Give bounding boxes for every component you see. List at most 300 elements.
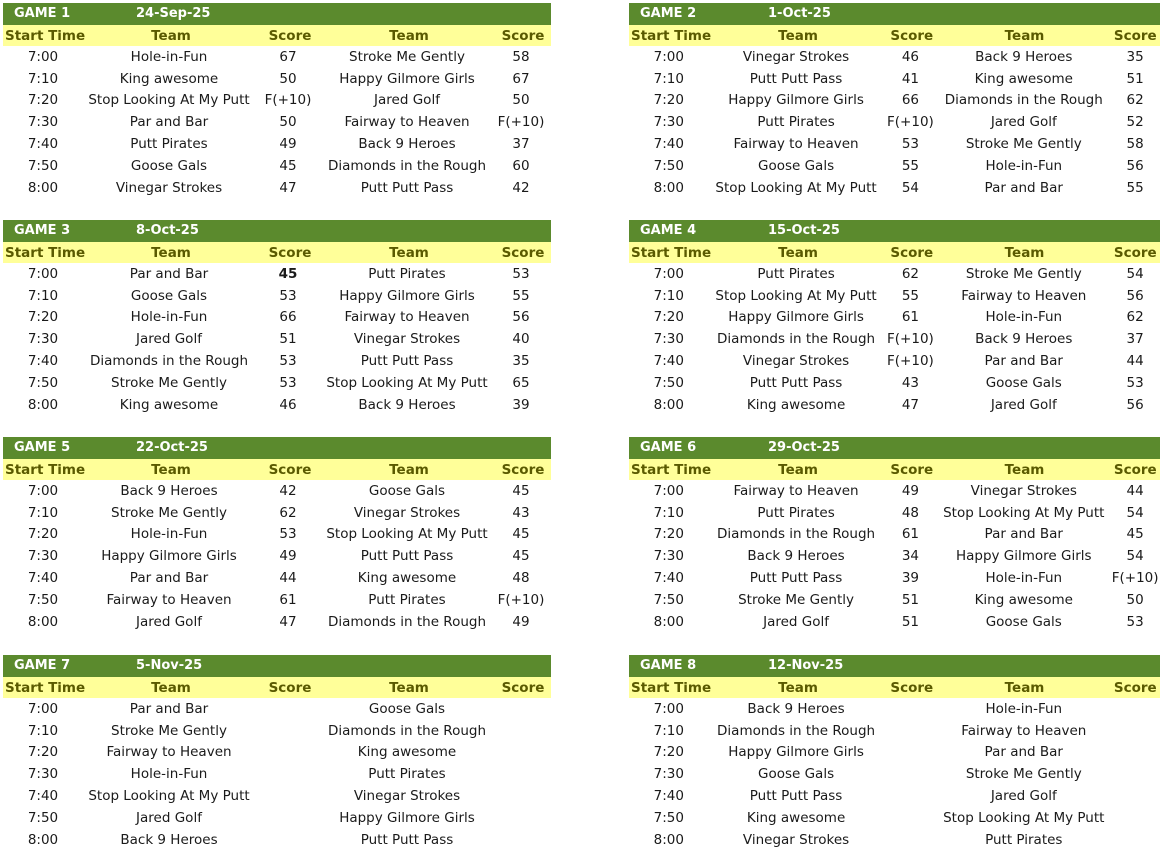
team-cell: Vinegar Strokes bbox=[742, 48, 850, 65]
header-row bbox=[629, 459, 1160, 480]
start-time-cell: 7:10 bbox=[27, 70, 59, 87]
start-time-cell: 7:50 bbox=[27, 374, 59, 391]
header-start-time: Start Time bbox=[5, 461, 86, 478]
table-row bbox=[629, 742, 1160, 764]
score-cell: F(+10) bbox=[887, 331, 934, 348]
team-cell: Putt Pirates bbox=[368, 766, 446, 783]
team-cell: Hole-in-Fun bbox=[985, 700, 1063, 717]
start-time-cell: 7:40 bbox=[27, 353, 59, 370]
team-cell: Fairway to Heaven bbox=[344, 309, 470, 326]
start-time-cell: 7:40 bbox=[653, 570, 684, 587]
table-row bbox=[3, 763, 551, 785]
table-row bbox=[3, 480, 551, 502]
team-cell: King awesome bbox=[974, 591, 1073, 608]
score-cell: 61 bbox=[901, 309, 919, 326]
team-cell: Diamonds in the Rough bbox=[717, 331, 876, 348]
header-start-time: Start Time bbox=[631, 461, 712, 478]
table-row bbox=[629, 567, 1160, 589]
table-row bbox=[3, 785, 551, 807]
team-cell: Par and Bar bbox=[984, 353, 1063, 370]
score-cell: 50 bbox=[279, 114, 297, 131]
score-cell: 54 bbox=[1126, 504, 1144, 521]
header-row bbox=[3, 242, 551, 263]
score-cell: 53 bbox=[279, 374, 297, 391]
table-row bbox=[629, 589, 1160, 611]
team-cell: Hole-in-Fun bbox=[985, 570, 1063, 587]
header-start-time: Start Time bbox=[631, 27, 712, 44]
score-cell: 43 bbox=[901, 374, 919, 391]
header-row bbox=[3, 459, 551, 480]
score-cell: 55 bbox=[512, 287, 530, 304]
header-score: Score bbox=[501, 244, 545, 261]
team-cell: Jared Golf bbox=[990, 114, 1057, 131]
start-time-cell: 7:10 bbox=[27, 287, 59, 304]
score-cell: 45 bbox=[512, 526, 530, 543]
header-start-time: Start Time bbox=[5, 679, 86, 696]
score-cell: 58 bbox=[512, 48, 530, 65]
team-cell: Stroke Me Gently bbox=[111, 374, 227, 391]
table-row bbox=[3, 133, 551, 155]
score-cell: 40 bbox=[512, 331, 530, 348]
game-date: 1-Oct-25 bbox=[768, 6, 831, 21]
score-cell: 45 bbox=[512, 548, 530, 565]
team-cell: Putt Pirates bbox=[368, 265, 446, 282]
score-cell: 35 bbox=[1126, 48, 1144, 65]
game-date: 8-Oct-25 bbox=[136, 223, 199, 238]
team-cell: Diamonds in the Rough bbox=[944, 92, 1103, 109]
header-team: Team bbox=[1004, 27, 1045, 44]
team-cell: Stop Looking At My Putt bbox=[326, 374, 488, 391]
start-time-cell: 7:20 bbox=[653, 744, 684, 761]
team-cell: Back 9 Heroes bbox=[747, 700, 845, 717]
table-row bbox=[3, 350, 551, 372]
game-block bbox=[3, 3, 551, 199]
header-score: Score bbox=[890, 461, 934, 478]
team-cell: Goose Gals bbox=[985, 613, 1062, 630]
start-time-cell: 7:50 bbox=[653, 157, 684, 174]
score-cell: 37 bbox=[1126, 331, 1144, 348]
start-time-cell: 7:20 bbox=[27, 309, 59, 326]
score-cell: 53 bbox=[279, 353, 297, 370]
team-cell: Happy Gilmore Girls bbox=[339, 70, 475, 87]
header-row bbox=[3, 677, 551, 698]
game-title-bar bbox=[629, 3, 1160, 25]
table-row bbox=[629, 611, 1160, 633]
team-cell: Putt Pirates bbox=[130, 136, 208, 153]
start-time-cell: 8:00 bbox=[27, 396, 59, 413]
header-score: Score bbox=[1113, 244, 1157, 261]
header-team: Team bbox=[778, 461, 818, 478]
table-row bbox=[629, 698, 1160, 720]
team-cell: Diamonds in the Rough bbox=[327, 157, 487, 174]
team-cell: King awesome bbox=[119, 70, 219, 87]
start-time-cell: 7:10 bbox=[653, 287, 684, 304]
start-time-cell: 7:30 bbox=[653, 331, 684, 348]
table-row bbox=[629, 502, 1160, 524]
team-cell: Fairway to Heaven bbox=[733, 136, 859, 153]
game-number: GAME 8 bbox=[640, 658, 697, 673]
game-block bbox=[629, 437, 1160, 633]
team-cell: Putt Putt Pass bbox=[749, 70, 843, 87]
header-team: Team bbox=[151, 679, 191, 696]
team-cell: Happy Gilmore Girls bbox=[101, 548, 237, 565]
start-time-cell: 7:00 bbox=[653, 265, 684, 282]
team-cell: Stroke Me Gently bbox=[111, 504, 227, 521]
start-time-cell: 7:30 bbox=[653, 548, 684, 565]
team-cell: Putt Pirates bbox=[757, 265, 835, 282]
header-score: Score bbox=[268, 461, 312, 478]
score-cell: 53 bbox=[279, 526, 297, 543]
team-cell: Hole-in-Fun bbox=[130, 766, 208, 783]
team-cell: Diamonds in the Rough bbox=[89, 353, 249, 370]
score-cell: 53 bbox=[512, 265, 530, 282]
header-team: Team bbox=[778, 244, 818, 261]
start-time-cell: 8:00 bbox=[27, 613, 59, 630]
table-row bbox=[629, 307, 1160, 329]
game-number: GAME 1 bbox=[14, 6, 71, 21]
header-score: Score bbox=[890, 244, 934, 261]
table-row bbox=[629, 328, 1160, 350]
table-row bbox=[3, 307, 551, 329]
header-row bbox=[3, 25, 551, 46]
table-row bbox=[3, 372, 551, 394]
score-cell: 50 bbox=[279, 70, 297, 87]
score-cell: 50 bbox=[512, 92, 530, 109]
header-start-time: Start Time bbox=[5, 27, 86, 44]
start-time-cell: 8:00 bbox=[653, 613, 684, 630]
game-block bbox=[3, 655, 551, 851]
score-cell: 54 bbox=[1126, 548, 1144, 565]
header-score: Score bbox=[501, 27, 545, 44]
score-cell: 46 bbox=[279, 396, 297, 413]
team-cell: Jared Golf bbox=[763, 613, 829, 630]
team-cell: Diamonds in the Rough bbox=[717, 526, 876, 543]
table-row bbox=[629, 545, 1160, 567]
game-date: 15-Oct-25 bbox=[768, 223, 840, 238]
table-row bbox=[629, 177, 1160, 199]
score-cell: 61 bbox=[901, 526, 919, 543]
team-cell: Stop Looking At My Putt bbox=[88, 788, 250, 805]
score-cell: F(+10) bbox=[1111, 570, 1159, 587]
start-time-cell: 7:20 bbox=[27, 92, 59, 109]
team-cell: Vinegar Strokes bbox=[353, 331, 461, 348]
header-team: Team bbox=[151, 461, 191, 478]
team-cell: Vinegar Strokes bbox=[970, 482, 1077, 499]
team-cell: Putt Pirates bbox=[985, 831, 1063, 848]
table-row bbox=[629, 829, 1160, 851]
score-cell: 62 bbox=[1126, 92, 1144, 109]
start-time-cell: 8:00 bbox=[653, 396, 684, 413]
start-time-cell: 7:30 bbox=[27, 114, 59, 131]
table-row bbox=[3, 698, 551, 720]
score-cell: 49 bbox=[512, 613, 530, 630]
score-cell: 61 bbox=[279, 591, 297, 608]
start-time-cell: 7:00 bbox=[27, 700, 59, 717]
team-cell: Goose Gals bbox=[130, 157, 208, 174]
team-cell: Fairway to Heaven bbox=[344, 114, 470, 131]
score-cell: 54 bbox=[901, 179, 919, 196]
table-row bbox=[629, 46, 1160, 68]
table-row bbox=[3, 567, 551, 589]
score-cell: 62 bbox=[901, 265, 919, 282]
team-cell: Jared Golf bbox=[136, 613, 202, 630]
table-row bbox=[3, 589, 551, 611]
start-time-cell: 7:10 bbox=[653, 70, 684, 87]
team-cell: Fairway to Heaven bbox=[106, 591, 232, 608]
score-cell: 47 bbox=[279, 179, 297, 196]
game-number: GAME 2 bbox=[640, 6, 697, 21]
score-cell: 44 bbox=[279, 570, 297, 587]
score-cell: 39 bbox=[512, 396, 530, 413]
header-team: Team bbox=[151, 244, 191, 261]
team-cell: Putt Putt Pass bbox=[360, 179, 454, 196]
header-score: Score bbox=[268, 679, 312, 696]
game-title-bar bbox=[3, 3, 551, 25]
header-score: Score bbox=[1113, 27, 1157, 44]
table-row bbox=[629, 524, 1160, 546]
team-cell: Happy Gilmore Girls bbox=[728, 744, 864, 761]
team-cell: Fairway to Heaven bbox=[961, 722, 1087, 739]
start-time-cell: 8:00 bbox=[653, 831, 684, 848]
team-cell: Putt Pirates bbox=[757, 504, 835, 521]
game-block bbox=[3, 437, 551, 633]
score-cell: 56 bbox=[512, 309, 530, 326]
score-cell: 56 bbox=[1126, 287, 1144, 304]
header-score: Score bbox=[1113, 679, 1157, 696]
header-start-time: Start Time bbox=[631, 679, 712, 696]
team-cell: Goose Gals bbox=[368, 482, 446, 499]
start-time-cell: 7:30 bbox=[653, 766, 684, 783]
score-cell: 49 bbox=[279, 136, 297, 153]
score-cell: 53 bbox=[901, 136, 919, 153]
team-cell: Goose Gals bbox=[757, 766, 835, 783]
table-row bbox=[3, 524, 551, 546]
game-date: 22-Oct-25 bbox=[136, 440, 208, 455]
table-row bbox=[3, 720, 551, 742]
score-cell: 62 bbox=[1126, 309, 1144, 326]
table-row bbox=[629, 394, 1160, 416]
table-row bbox=[3, 46, 551, 68]
header-score: Score bbox=[501, 461, 545, 478]
score-cell: 42 bbox=[279, 482, 297, 499]
team-cell: Fairway to Heaven bbox=[106, 744, 232, 761]
table-row bbox=[3, 742, 551, 764]
team-cell: Hole-in-Fun bbox=[130, 309, 208, 326]
start-time-cell: 7:10 bbox=[27, 722, 59, 739]
team-cell: Stroke Me Gently bbox=[965, 766, 1082, 783]
start-time-cell: 8:00 bbox=[653, 179, 684, 196]
team-cell: Stop Looking At My Putt bbox=[715, 287, 877, 304]
score-cell: 35 bbox=[512, 353, 530, 370]
game-block bbox=[629, 3, 1160, 199]
start-time-cell: 7:50 bbox=[653, 809, 684, 826]
table-row bbox=[3, 177, 551, 199]
score-cell: F(+10) bbox=[497, 591, 545, 608]
header-row bbox=[629, 677, 1160, 698]
table-row bbox=[629, 763, 1160, 785]
team-cell: Vinegar Strokes bbox=[742, 831, 850, 848]
start-time-cell: 7:40 bbox=[653, 353, 684, 370]
score-cell: 55 bbox=[1126, 179, 1144, 196]
game-date: 29-Oct-25 bbox=[768, 440, 840, 455]
score-cell: F(+10) bbox=[497, 114, 545, 131]
team-cell: Happy Gilmore Girls bbox=[339, 809, 475, 826]
score-cell: 47 bbox=[279, 613, 297, 630]
start-time-cell: 7:20 bbox=[653, 526, 684, 543]
score-cell: 51 bbox=[901, 591, 919, 608]
start-time-cell: 7:10 bbox=[27, 504, 59, 521]
start-time-cell: 7:40 bbox=[653, 788, 684, 805]
start-time-cell: 7:40 bbox=[27, 788, 59, 805]
game-block bbox=[629, 220, 1160, 416]
table-row bbox=[3, 263, 551, 285]
team-cell: Stroke Me Gently bbox=[738, 591, 855, 608]
team-cell: Happy Gilmore Girls bbox=[339, 287, 475, 304]
table-row bbox=[3, 502, 551, 524]
start-time-cell: 7:20 bbox=[27, 744, 59, 761]
start-time-cell: 7:50 bbox=[653, 591, 684, 608]
team-cell: Par and Bar bbox=[129, 700, 209, 717]
team-cell: Happy Gilmore Girls bbox=[955, 548, 1092, 565]
score-cell: F(+10) bbox=[264, 92, 312, 109]
team-cell: Stop Looking At My Putt bbox=[326, 526, 488, 543]
score-cell: 51 bbox=[901, 613, 919, 630]
table-row bbox=[629, 807, 1160, 829]
team-cell: Goose Gals bbox=[368, 700, 446, 717]
team-cell: Back 9 Heroes bbox=[747, 548, 845, 565]
table-row bbox=[3, 155, 551, 177]
team-cell: Putt Pirates bbox=[368, 591, 446, 608]
table-row bbox=[629, 90, 1160, 112]
table-row bbox=[629, 480, 1160, 502]
score-cell: 58 bbox=[1126, 136, 1144, 153]
header-team: Team bbox=[151, 27, 191, 44]
table-row bbox=[629, 350, 1160, 372]
score-cell: F(+10) bbox=[887, 353, 934, 370]
score-cell: 55 bbox=[901, 287, 919, 304]
header-row bbox=[629, 242, 1160, 263]
team-cell: Fairway to Heaven bbox=[733, 482, 859, 499]
team-cell: Jared Golf bbox=[136, 809, 202, 826]
score-cell: 53 bbox=[1126, 613, 1144, 630]
table-row bbox=[3, 611, 551, 633]
header-score: Score bbox=[890, 27, 934, 44]
start-time-cell: 7:20 bbox=[653, 92, 684, 109]
team-cell: Stop Looking At My Putt bbox=[943, 809, 1105, 826]
team-cell: King awesome bbox=[357, 570, 457, 587]
team-cell: King awesome bbox=[746, 809, 846, 826]
score-cell: 66 bbox=[901, 92, 919, 109]
table-row bbox=[629, 372, 1160, 394]
header-row bbox=[629, 25, 1160, 46]
table-row bbox=[3, 545, 551, 567]
score-cell: 43 bbox=[512, 504, 530, 521]
team-cell: Par and Bar bbox=[984, 744, 1063, 761]
team-cell: Back 9 Heroes bbox=[120, 831, 218, 848]
start-time-cell: 7:00 bbox=[653, 48, 684, 65]
header-start-time: Start Time bbox=[631, 244, 712, 261]
table-row bbox=[3, 807, 551, 829]
game-number: GAME 7 bbox=[14, 658, 71, 673]
team-cell: Goose Gals bbox=[985, 374, 1062, 391]
table-row bbox=[629, 155, 1160, 177]
team-cell: Back 9 Heroes bbox=[975, 48, 1073, 65]
team-cell: Back 9 Heroes bbox=[120, 482, 218, 499]
start-time-cell: 8:00 bbox=[27, 179, 59, 196]
team-cell: King awesome bbox=[357, 744, 457, 761]
team-cell: Jared Golf bbox=[136, 331, 202, 348]
table-row bbox=[629, 133, 1160, 155]
team-cell: Back 9 Heroes bbox=[358, 136, 456, 153]
table-row bbox=[3, 68, 551, 90]
score-cell: 44 bbox=[1126, 353, 1144, 370]
header-team: Team bbox=[389, 27, 429, 44]
team-cell: Stop Looking At My Putt bbox=[943, 504, 1105, 521]
start-time-cell: 7:50 bbox=[653, 374, 684, 391]
score-cell: 66 bbox=[279, 309, 297, 326]
score-cell: 53 bbox=[279, 287, 297, 304]
team-cell: Putt Putt Pass bbox=[749, 374, 843, 391]
start-time-cell: 7:00 bbox=[27, 265, 59, 282]
team-cell: Par and Bar bbox=[129, 570, 209, 587]
score-cell: 45 bbox=[512, 482, 530, 499]
start-time-cell: 7:10 bbox=[653, 504, 684, 521]
score-cell: 50 bbox=[1126, 591, 1144, 608]
team-cell: Par and Bar bbox=[129, 114, 209, 131]
team-cell: Putt Pirates bbox=[757, 114, 835, 131]
score-cell: 46 bbox=[901, 48, 919, 65]
team-cell: Stop Looking At My Putt bbox=[88, 92, 250, 109]
game-number: GAME 5 bbox=[14, 440, 71, 455]
game-number: GAME 4 bbox=[640, 223, 697, 238]
score-cell: 53 bbox=[1126, 374, 1144, 391]
game-date: 12-Nov-25 bbox=[768, 658, 844, 673]
team-cell: Vinegar Strokes bbox=[353, 788, 461, 805]
team-cell: Par and Bar bbox=[984, 526, 1063, 543]
team-cell: Diamonds in the Rough bbox=[327, 722, 487, 739]
score-cell: 51 bbox=[1126, 70, 1144, 87]
game-title-bar bbox=[629, 655, 1160, 677]
score-cell: 65 bbox=[512, 374, 530, 391]
start-time-cell: 7:30 bbox=[653, 114, 684, 131]
header-team: Team bbox=[389, 679, 429, 696]
score-cell: 45 bbox=[278, 265, 298, 282]
start-time-cell: 7:10 bbox=[653, 722, 684, 739]
start-time-cell: 7:20 bbox=[653, 309, 684, 326]
team-cell: Goose Gals bbox=[130, 287, 208, 304]
score-cell: 42 bbox=[512, 179, 530, 196]
team-cell: Par and Bar bbox=[129, 265, 209, 282]
team-cell: King awesome bbox=[119, 396, 219, 413]
score-cell: 55 bbox=[901, 157, 919, 174]
score-cell: 45 bbox=[279, 157, 297, 174]
team-cell: Stroke Me Gently bbox=[965, 136, 1082, 153]
team-cell: Diamonds in the Rough bbox=[327, 613, 487, 630]
score-cell: 34 bbox=[901, 548, 919, 565]
team-cell: Fairway to Heaven bbox=[961, 287, 1087, 304]
team-cell: Jared Golf bbox=[990, 788, 1057, 805]
header-team: Team bbox=[389, 461, 429, 478]
table-row bbox=[629, 285, 1160, 307]
team-cell: Stroke Me Gently bbox=[349, 48, 465, 65]
team-cell: Vinegar Strokes bbox=[742, 353, 850, 370]
score-cell: 62 bbox=[279, 504, 297, 521]
score-cell: 48 bbox=[901, 504, 919, 521]
team-cell: Back 9 Heroes bbox=[358, 396, 456, 413]
game-title-bar bbox=[629, 437, 1160, 459]
start-time-cell: 7:50 bbox=[27, 809, 59, 826]
team-cell: Hole-in-Fun bbox=[985, 157, 1063, 174]
